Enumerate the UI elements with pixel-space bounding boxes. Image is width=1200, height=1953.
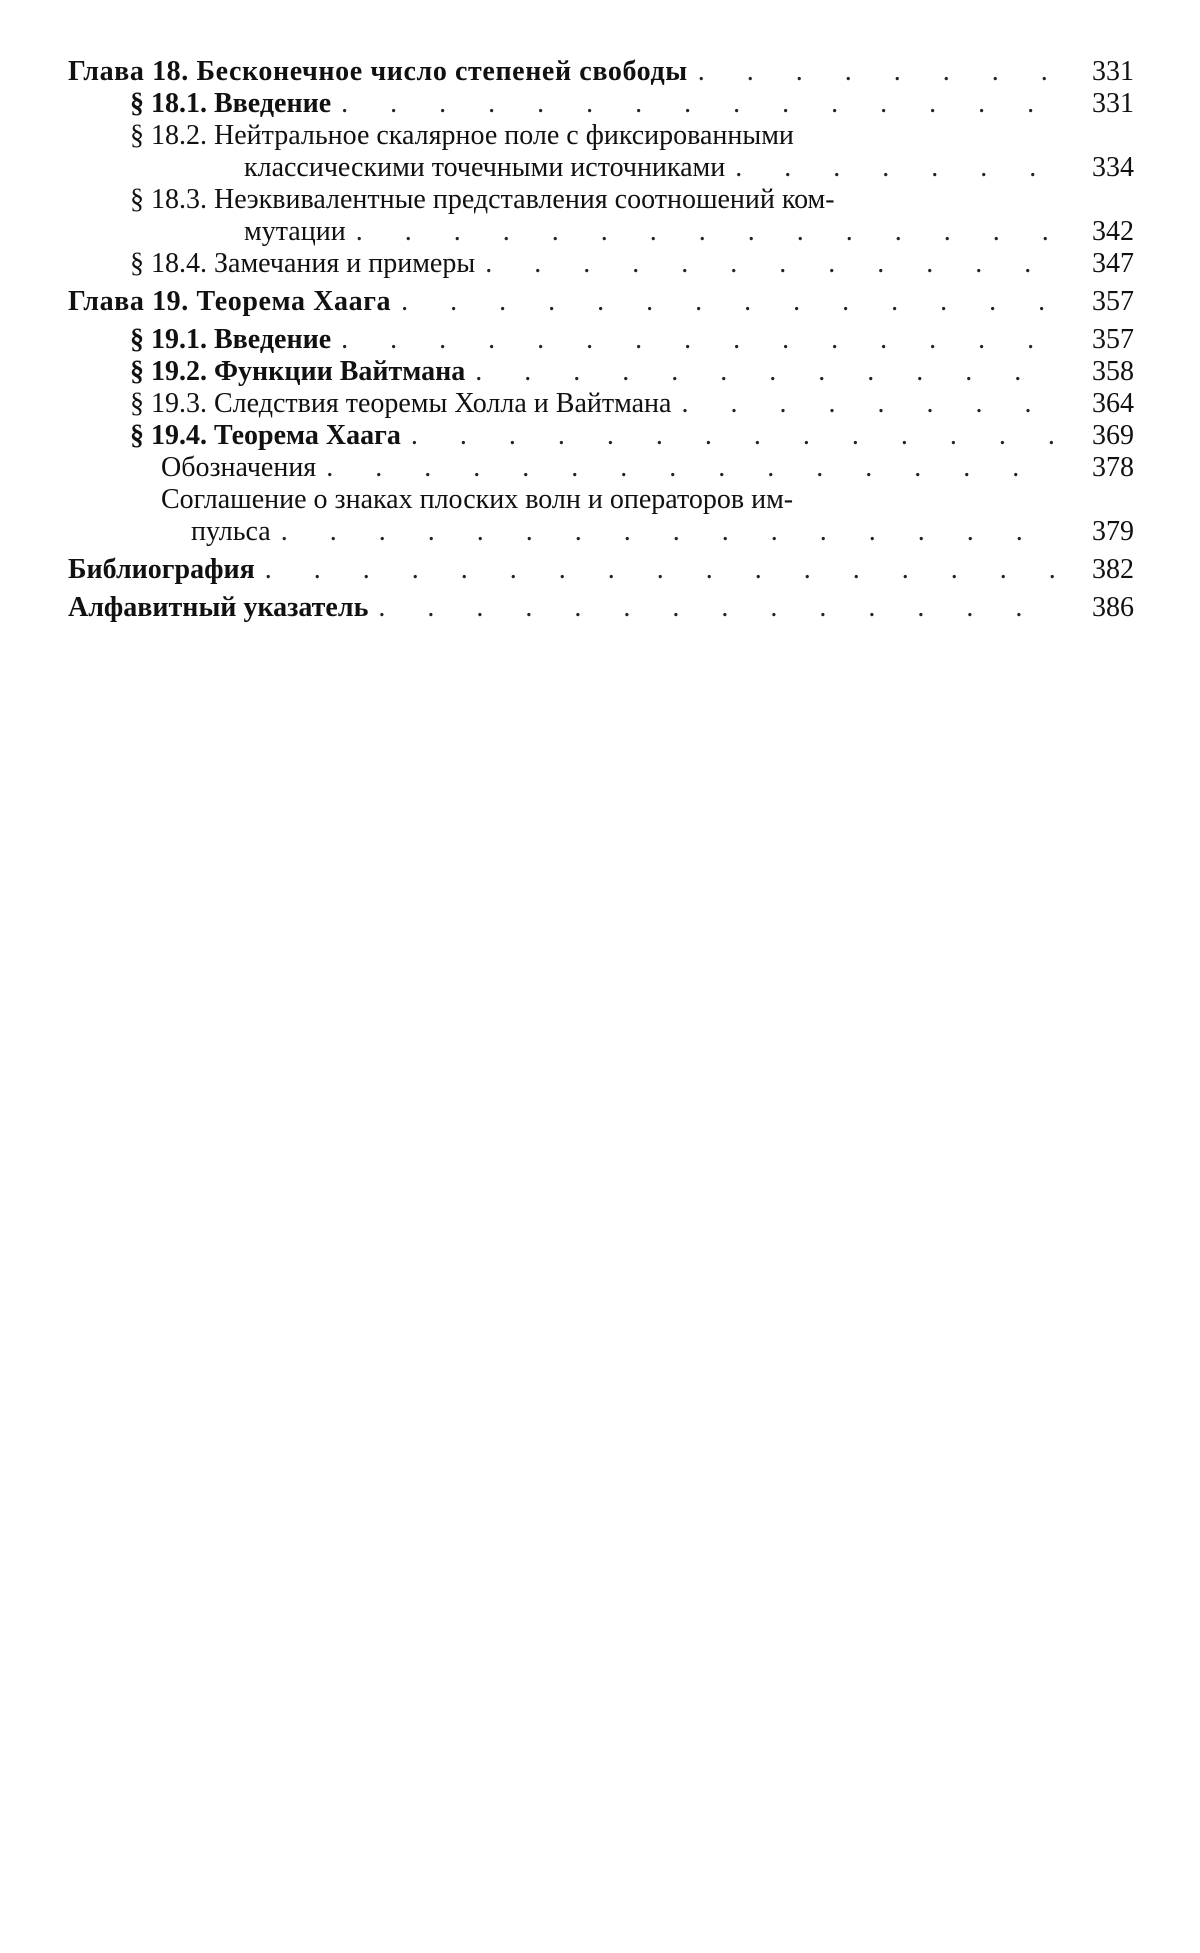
toc-page-number: 347 <box>1092 248 1134 279</box>
toc-entry-title: § 19.3. Следствия теоремы Холла и Вайтмана <box>130 388 672 419</box>
toc-section-19-2 <box>68 356 1134 388</box>
leader-dots <box>391 286 1060 318</box>
table-of-contents <box>68 56 1134 624</box>
leader-dots <box>401 420 1060 452</box>
toc-entry-title: § 19.4. Теорема Хаага <box>130 420 401 451</box>
toc-page-number: 334 <box>1092 152 1134 183</box>
leader-dots <box>316 452 1060 484</box>
leader-dots <box>725 152 1060 184</box>
toc-entry-title: § 19.2. Функции Вайтмана <box>130 356 466 387</box>
toc-entry-title-line1: § 18.3. Неэквивалентные представления соотношений ком- <box>130 184 835 215</box>
toc-page-number: 342 <box>1092 216 1134 247</box>
toc-entry-title: § 18.1. Введение <box>130 88 332 119</box>
toc-section-19-3 <box>68 388 1134 420</box>
toc-section-18-2 <box>68 120 1134 184</box>
toc-entry-title-line2: пульса <box>191 516 271 547</box>
toc-page-number: 379 <box>1092 516 1134 547</box>
toc-page-number: 382 <box>1092 554 1134 585</box>
toc-page-number: 358 <box>1092 356 1134 387</box>
toc-entry-title: Глава 18. Бесконечное число степеней свободы <box>68 56 688 87</box>
toc-entry-title: Библиография <box>68 554 255 585</box>
toc-sign-conventions <box>68 484 1134 548</box>
toc-entry-title: § 19.1. Введение <box>130 324 332 355</box>
toc-section-18-1 <box>68 88 1134 120</box>
toc-page-number: 378 <box>1092 452 1134 483</box>
toc-entry-title-line1: § 18.2. Нейтральное скалярное поле с фиксированными <box>130 120 794 151</box>
toc-section-18-4 <box>68 248 1134 280</box>
leader-dots <box>475 248 1060 280</box>
toc-entry-title: Алфавитный указатель <box>68 592 369 623</box>
leader-dots <box>671 388 1060 420</box>
toc-chapter-18 <box>68 56 1134 88</box>
leader-dots <box>331 88 1060 120</box>
toc-entry-title-line2: классическими точечными источниками <box>244 152 726 183</box>
toc-section-19-4 <box>68 420 1134 452</box>
toc-entry-title: Обозначения <box>161 452 317 483</box>
toc-bibliography <box>68 554 1134 586</box>
toc-entry-title-line2: мутации <box>244 216 346 247</box>
toc-section-19-1 <box>68 324 1134 356</box>
toc-page-number: 369 <box>1092 420 1134 451</box>
toc-page-number: 331 <box>1092 56 1134 87</box>
toc-entry-title: § 18.4. Замечания и примеры <box>130 248 476 279</box>
toc-page-number: 357 <box>1092 324 1134 355</box>
toc-page-number: 357 <box>1092 286 1134 317</box>
leader-dots <box>331 324 1060 356</box>
toc-entry-title: Глава 19. Теорема Хаага <box>68 286 392 317</box>
leader-dots <box>255 554 1060 586</box>
toc-section-18-3 <box>68 184 1134 248</box>
toc-page-number: 386 <box>1092 592 1134 623</box>
toc-alphabetical-index <box>68 592 1134 624</box>
leader-dots <box>688 56 1060 88</box>
toc-page-number: 364 <box>1092 388 1134 419</box>
leader-dots <box>271 516 1060 548</box>
leader-dots <box>346 216 1060 248</box>
toc-page-number: 331 <box>1092 88 1134 119</box>
toc-notation <box>68 452 1134 484</box>
leader-dots <box>368 592 1060 624</box>
toc-chapter-19 <box>68 286 1134 318</box>
leader-dots <box>465 356 1060 388</box>
toc-entry-title-line1: Соглашение о знаках плоских волн и операторов им- <box>161 484 794 515</box>
